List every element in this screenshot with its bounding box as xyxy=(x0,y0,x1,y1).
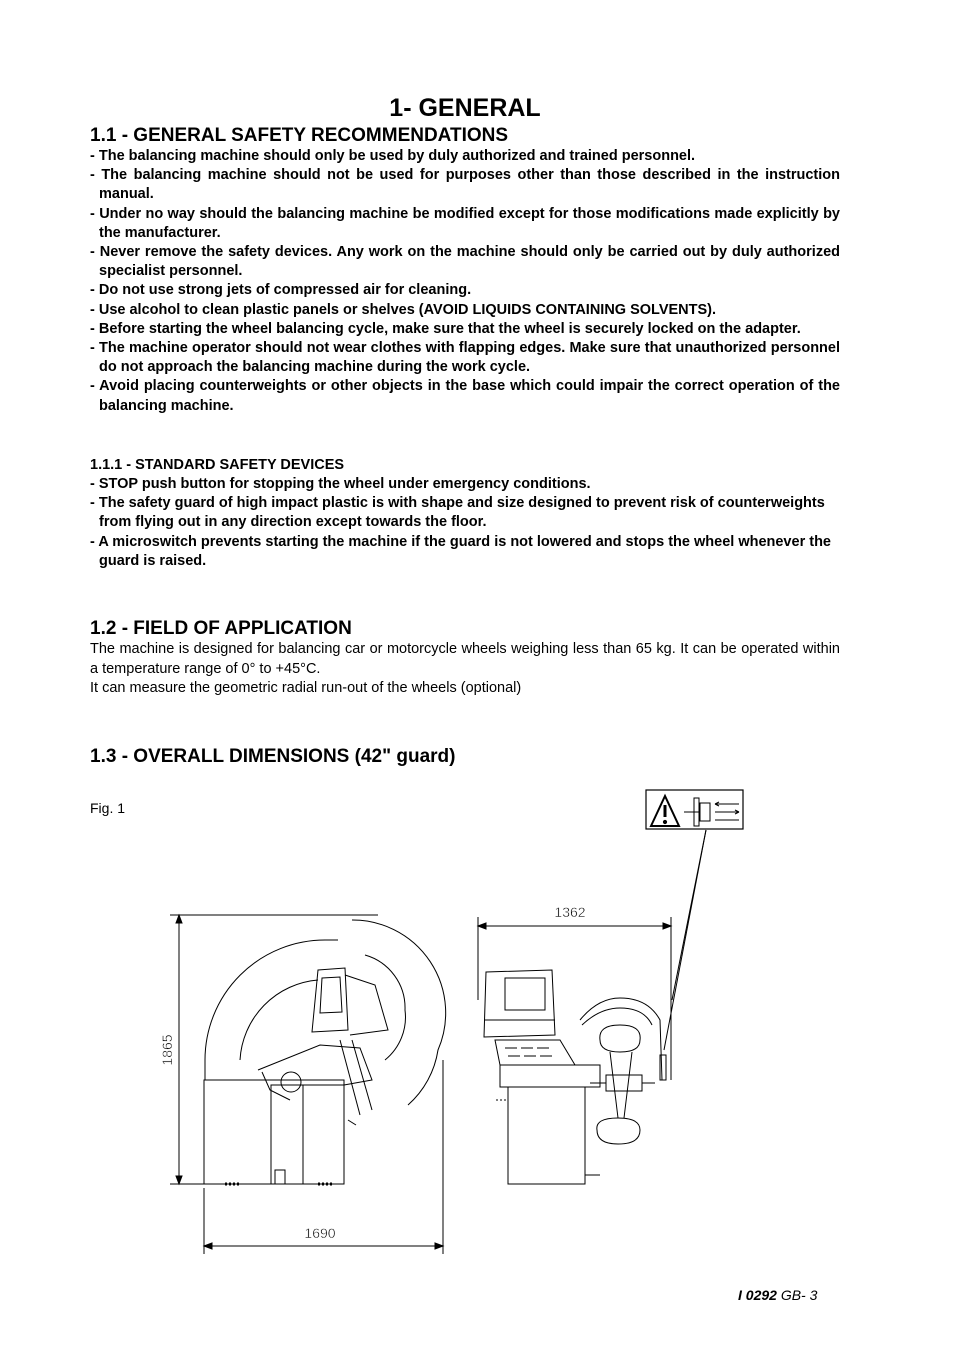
height-dimension-label: 1865 xyxy=(159,1034,175,1066)
list-item: - STOP push button for stopping the wheel under emergency conditions. xyxy=(90,476,591,492)
list-item: - A microswitch prevents starting the machine if the guard is not lowered and stops the wheel whenever the guard is raised. xyxy=(90,533,831,569)
list-item: - Use alcohol to clean plastic panels or shelves (AVOID LIQUIDS CONTAINING SOLVENTS). xyxy=(90,301,717,318)
section-heading: 1.2 - FIELD OF APPLICATION xyxy=(90,618,352,639)
page-number: GB- 3 xyxy=(780,1287,818,1303)
section-heading: 1.1 - GENERAL SAFETY RECOMMENDATIONS xyxy=(90,125,509,146)
paragraph: The machine is designed for balancing car or motorcycle wheels weighing less than 65 kg. It can be operated within a temperature range of 0° to +45°C. xyxy=(90,641,840,677)
list-item: - Avoid placing counterweights or other objects in the base which could impair the correct operation of the balancing machine. xyxy=(90,378,840,414)
list-item: - Do not use strong jets of compressed air for cleaning. xyxy=(90,282,472,299)
document-code: I 0292 xyxy=(738,1287,777,1303)
list-item: - Under no way should the balancing machine be modified except for those modifications made explicitly by the manufacturer. xyxy=(90,205,840,241)
front-view-drawing xyxy=(478,917,671,1184)
side-view-drawing xyxy=(170,915,446,1254)
section-heading: 1.3 - OVERALL DIMENSIONS (42" guard) xyxy=(90,746,456,767)
list-item: - Never remove the safety devices. Any work on the machine should only be carried out by duly authorized specialist personnel. xyxy=(90,244,840,280)
list-item: - The machine operator should not wear clothes with flapping edges. Make sure that unauthorized personnel do not approach the balancing machine during the work cycle. xyxy=(90,340,840,376)
list-item: - The balancing machine should only be used by duly authorized and trained personnel. xyxy=(90,148,696,164)
figure-label: Fig. 1 xyxy=(90,800,126,816)
page-title: 1- GENERAL xyxy=(389,94,541,122)
width-dimension-label: 1362 xyxy=(554,904,586,920)
subsection-heading: 1.1.1 - STANDARD SAFETY DEVICES xyxy=(90,457,345,473)
depth-dimension-label: 1690 xyxy=(304,1225,336,1241)
page-footer xyxy=(738,1287,817,1303)
list-item: - The safety guard of high impact plastic is with shape and size designed to prevent risk of counterweights from flying out in any direction except towards the floor. xyxy=(90,495,825,531)
paragraph: It can measure the geometric radial run-out of the wheels (optional) xyxy=(90,680,522,696)
list-item: - Before starting the wheel balancing cycle, make sure that the wheel is securely locked on the adapter. xyxy=(90,320,801,337)
warning-label-icon xyxy=(646,790,743,829)
list-item: - The balancing machine should not be used for purposes other than those described in the instruction manual. xyxy=(90,167,840,203)
